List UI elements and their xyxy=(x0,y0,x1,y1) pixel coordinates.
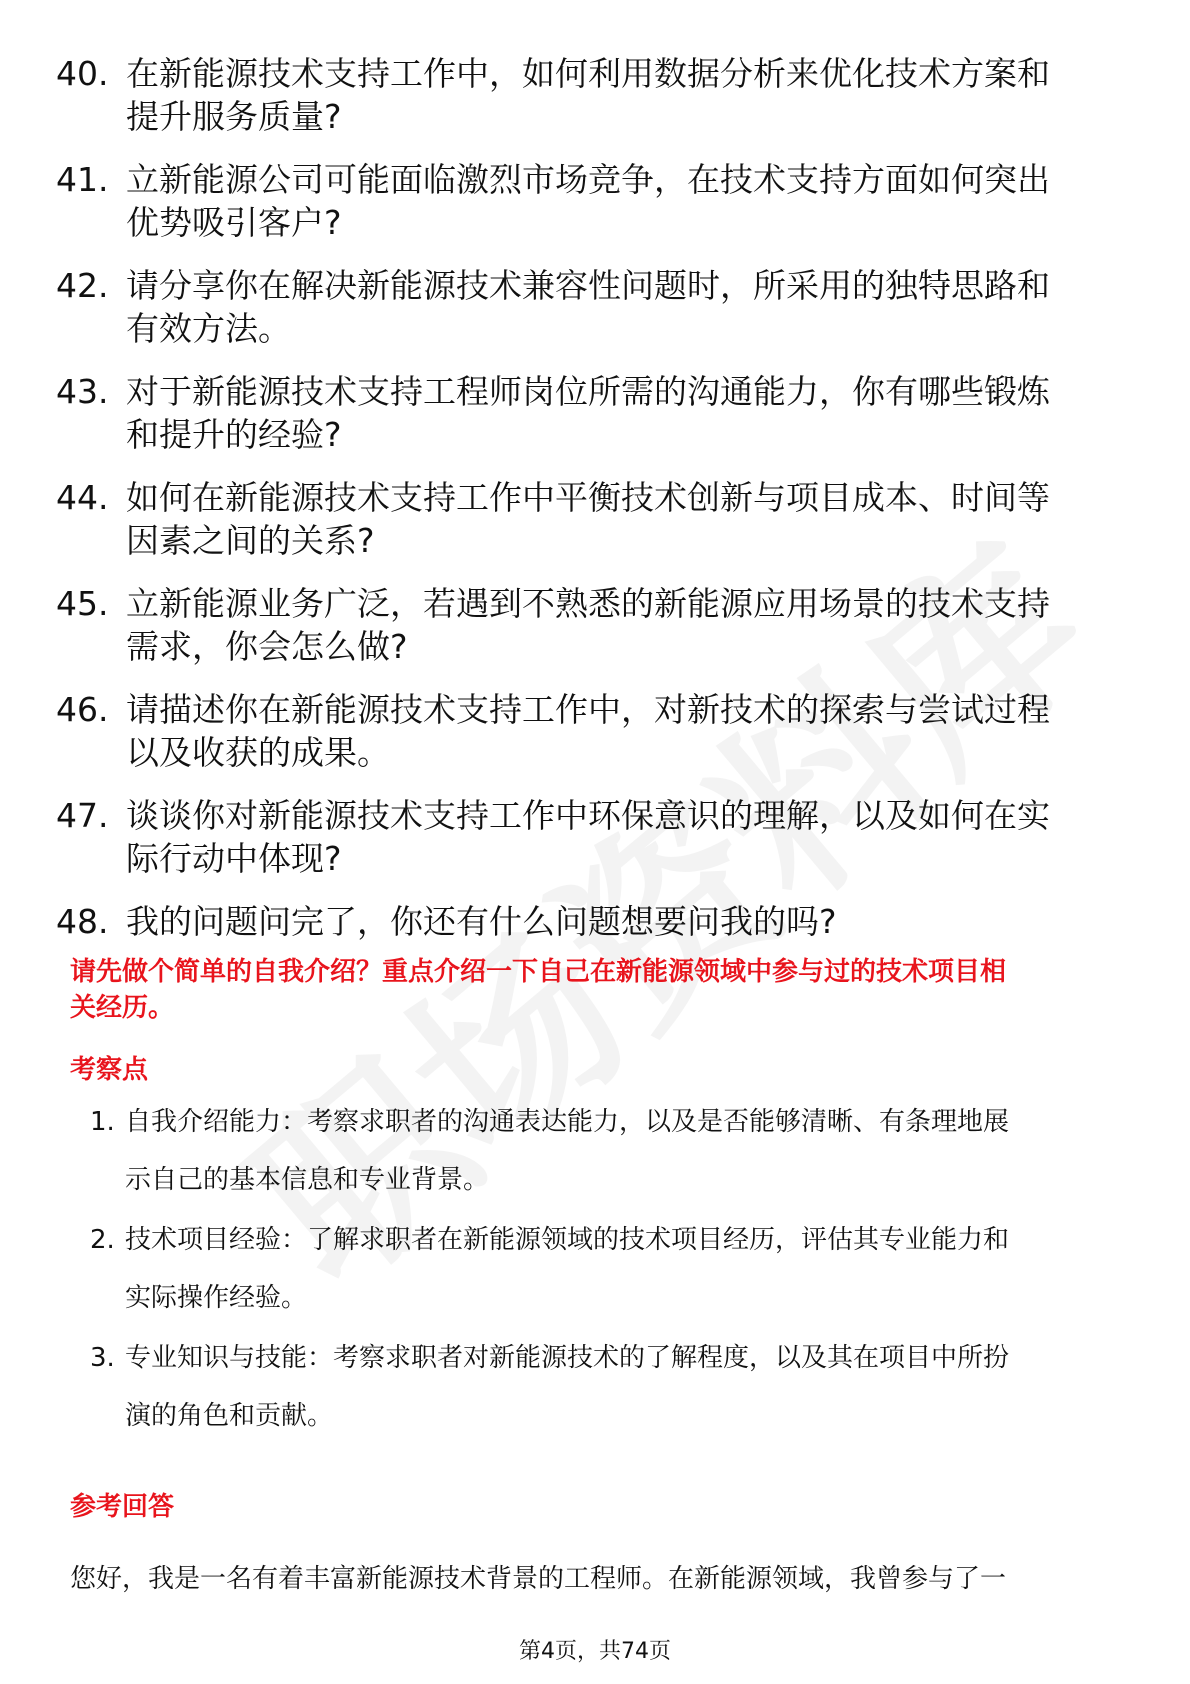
point-text-line: 技术项目经验：了解求职者在新能源领域的技术项目经历，评估其专业能力和 xyxy=(125,1225,1010,1255)
question-text-line: 在新能源技术支持工作中，如何利用数据分析来优化技术方案和 xyxy=(126,54,1050,93)
point-text-line: 示自己的基本信息和专业背景。 xyxy=(125,1165,490,1195)
assessment-point xyxy=(90,1329,1120,1445)
point-number: 3. xyxy=(90,1343,115,1373)
question-text-line: 立新能源公司可能面临激烈市场竞争，在技术支持方面如何突出 xyxy=(126,160,1050,199)
question-text-line: 对于新能源技术支持工程师岗位所需的沟通能力，你有哪些锻炼 xyxy=(126,372,1050,411)
question-item xyxy=(56,158,1116,244)
assessment-heading: 考察点 xyxy=(70,1055,149,1085)
question-item xyxy=(56,688,1116,774)
point-number: 2. xyxy=(90,1225,115,1255)
question-text-line: 因素之间的关系? xyxy=(126,521,375,560)
question-item xyxy=(56,370,1116,456)
question-number: 48. xyxy=(56,902,109,941)
question-text-line: 请描述你在新能源技术支持工作中，对新技术的探索与尝试过程 xyxy=(126,690,1050,729)
question-text-line: 际行动中体现? xyxy=(126,839,342,878)
point-text-line: 自我介绍能力：考察求职者的沟通表达能力，以及是否能够清晰、有条理地展 xyxy=(125,1107,1010,1137)
question-text-line: 立新能源业务广泛，若遇到不熟悉的新能源应用场景的技术支持 xyxy=(126,584,1050,623)
point-text-line: 实际操作经验。 xyxy=(125,1283,308,1313)
assessment-point xyxy=(90,1211,1120,1327)
question-number: 44. xyxy=(56,478,109,517)
question-text-line: 请分享你在解决新能源技术兼容性问题时，所采用的独特思路和 xyxy=(126,266,1050,305)
point-text-line: 专业知识与技能：考察求职者对新能源技术的了解程度，以及其在项目中所扮 xyxy=(125,1343,1010,1373)
question-item xyxy=(56,264,1116,350)
question-number: 40. xyxy=(56,54,109,93)
question-item xyxy=(56,52,1116,138)
answer-text: 您好，我是一名有着丰富新能源技术背景的工程师。在新能源领域，我曾参与了一 xyxy=(70,1564,1007,1594)
question-number: 47. xyxy=(56,796,109,835)
question-text-line: 有效方法。 xyxy=(126,309,291,348)
question-text-line: 我的问题问完了，你还有什么问题想要问我的吗? xyxy=(126,902,837,941)
question-text-line: 优势吸引客户? xyxy=(126,203,342,242)
answer-heading: 参考回答 xyxy=(70,1492,175,1522)
question-item xyxy=(56,900,1116,943)
page-footer: 第4页，共74页 xyxy=(519,1639,671,1664)
question-text-line: 以及收获的成果。 xyxy=(126,733,390,772)
assessment-points xyxy=(90,1093,1120,1447)
question-number: 45. xyxy=(56,584,109,623)
question-item xyxy=(56,476,1116,562)
question-text-line: 如何在新能源技术支持工作中平衡技术创新与项目成本、时间等 xyxy=(126,478,1050,517)
point-number: 1. xyxy=(90,1107,115,1137)
section-title xyxy=(70,954,1130,1026)
question-number: 42. xyxy=(56,266,109,305)
question-item xyxy=(56,794,1116,880)
point-text-line: 演的角色和贡献。 xyxy=(125,1401,334,1431)
section-title-line: 关经历。 xyxy=(70,993,175,1023)
question-text-line: 提升服务质量? xyxy=(126,97,342,136)
question-number: 43. xyxy=(56,372,109,411)
question-text-line: 需求，你会怎么做? xyxy=(126,627,408,666)
question-text-line: 和提升的经验? xyxy=(126,415,342,454)
question-number: 46. xyxy=(56,690,109,729)
assessment-point xyxy=(90,1093,1120,1209)
question-item xyxy=(56,582,1116,668)
question-list xyxy=(56,52,1116,963)
question-text-line: 谈谈你对新能源技术支持工作中环保意识的理解，以及如何在实 xyxy=(126,796,1050,835)
section-title-line: 请先做个简单的自我介绍？重点介绍一下自己在新能源领域中参与过的技术项目相 xyxy=(70,957,1007,987)
question-number: 41. xyxy=(56,160,109,199)
